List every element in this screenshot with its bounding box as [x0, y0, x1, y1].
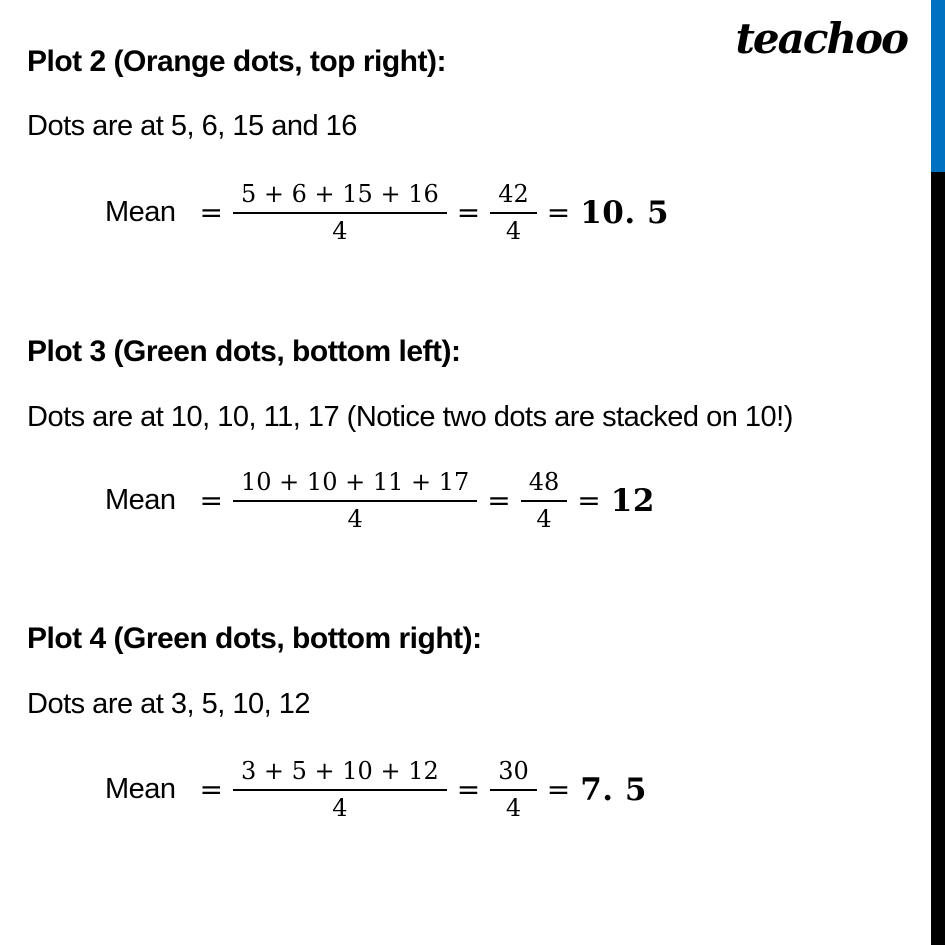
fraction-numerator: 48	[521, 468, 568, 502]
simplified-fraction	[490, 757, 537, 823]
fraction-denominator: 4	[332, 793, 348, 822]
equals-sign: =	[577, 484, 601, 518]
fraction-denominator: 4	[505, 793, 522, 822]
fraction-numerator: 10 + 10 + 11 + 17	[233, 468, 477, 502]
plot3-heading: Plot 3 (Green dots, bottom left):	[27, 335, 461, 368]
equals-sign: =	[546, 196, 571, 230]
fraction-numerator: 30	[490, 757, 537, 791]
mean-label: Mean	[105, 484, 176, 517]
plot3-dots-text: Dots are at 10, 10, 11, 17 (Notice two dots are stacked on 10!)	[27, 401, 793, 433]
simplified-fraction	[490, 180, 537, 246]
sum-fraction	[233, 757, 447, 823]
plot4-mean-formula	[105, 757, 647, 823]
plot2-heading: Plot 2 (Orange dots, top right):	[27, 45, 446, 78]
sum-fraction	[233, 468, 477, 534]
plot4-heading: Plot 4 (Green dots, bottom right):	[27, 622, 482, 655]
simplified-fraction	[521, 468, 568, 534]
accent-bar-blue	[931, 0, 945, 172]
plot2-dots-text: Dots are at 5, 6, 15 and 16	[27, 110, 357, 142]
equals-sign: =	[546, 773, 571, 807]
plot3-mean-formula	[105, 468, 655, 534]
fraction-numerator: 3 + 5 + 10 + 12	[233, 757, 447, 791]
equals-sign: =	[456, 773, 481, 807]
teachoo-logo: teachoo	[735, 14, 907, 63]
fraction-denominator: 4	[505, 216, 522, 245]
fraction-denominator: 4	[347, 504, 363, 533]
mean-result: 7. 5	[580, 771, 647, 808]
equals-sign: =	[199, 196, 224, 230]
mean-result: 10. 5	[580, 194, 670, 231]
equals-sign: =	[456, 196, 481, 230]
mean-result: 12	[610, 482, 655, 519]
mean-label: Mean	[105, 196, 176, 229]
equals-sign: =	[199, 773, 224, 807]
mean-label: Mean	[105, 773, 176, 806]
fraction-denominator: 4	[332, 216, 348, 245]
plot2-mean-formula	[105, 180, 669, 246]
fraction-numerator: 42	[490, 180, 537, 214]
fraction-denominator: 4	[536, 504, 552, 533]
fraction-numerator: 5 + 6 + 15 + 16	[233, 180, 447, 214]
plot4-dots-text: Dots are at 3, 5, 10, 12	[27, 688, 311, 720]
equals-sign: =	[487, 484, 511, 518]
sum-fraction	[233, 180, 447, 246]
accent-bar-black	[931, 172, 945, 945]
equals-sign: =	[199, 484, 224, 518]
